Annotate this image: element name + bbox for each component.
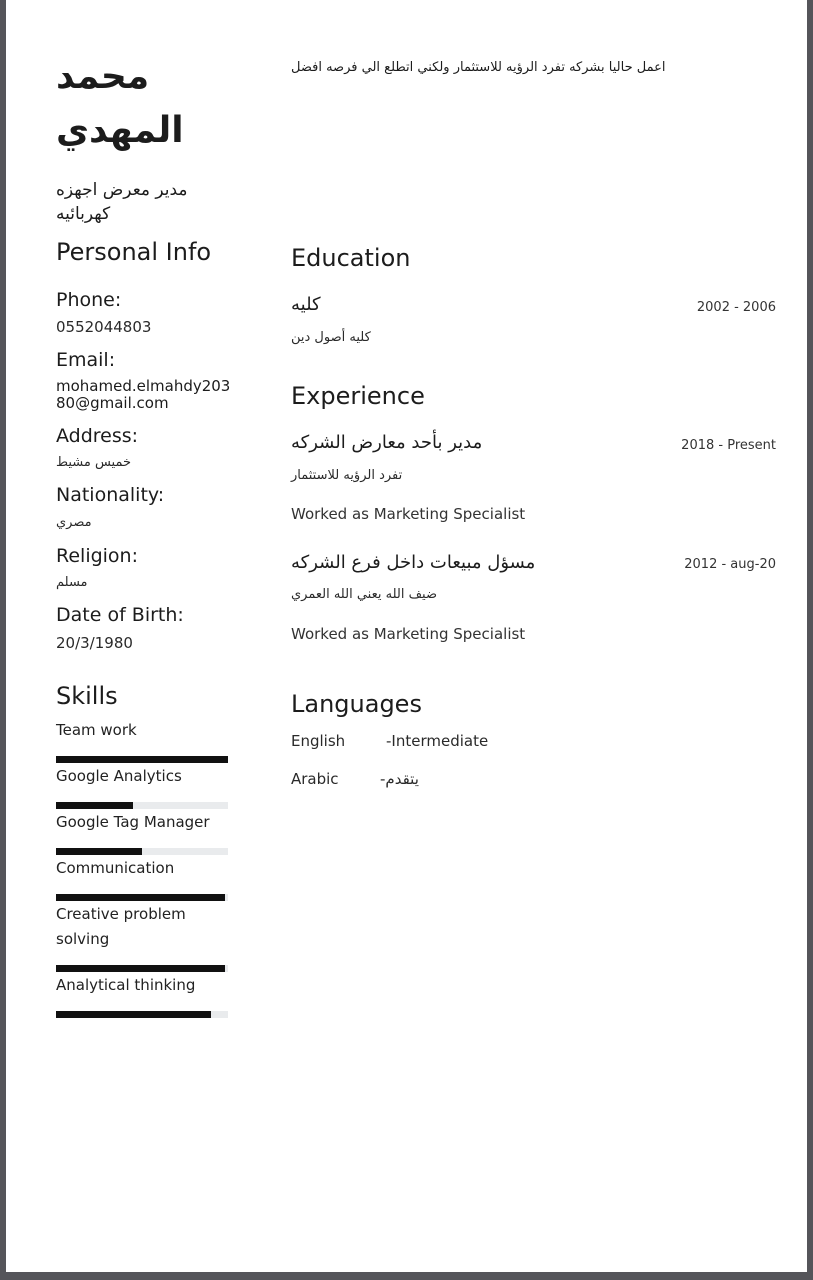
experience-date: 2018 - Present xyxy=(681,438,776,453)
name-first: محمد xyxy=(56,56,150,97)
address-value: خميس مشيط xyxy=(56,455,132,470)
skill-bar-track xyxy=(56,802,228,809)
address-label: Address: xyxy=(56,425,139,447)
experience-title: مسؤل مبيعات داخل فرع الشركه xyxy=(291,552,536,573)
religion-label: Religion: xyxy=(56,545,139,567)
skill-name: Communication xyxy=(56,859,175,877)
skill-bar-track xyxy=(56,1011,228,1018)
language-level: يتقدم- xyxy=(380,770,419,788)
education-date: 2002 - 2006 xyxy=(696,300,776,315)
email-value: mohamed.elmahdy20380@gmail.com xyxy=(56,377,231,412)
dob-label: Date of Birth: xyxy=(56,604,184,626)
language-level: -Intermediate xyxy=(386,732,489,750)
language-name: English xyxy=(291,732,346,750)
nationality-value: مصري xyxy=(56,515,92,530)
personal-info-heading: Personal Info xyxy=(56,238,212,266)
email-label: Email: xyxy=(56,349,116,371)
skill-name: Google Tag Manager xyxy=(56,813,210,831)
skill-bar-fill xyxy=(56,894,225,901)
experience-date: 2012 - aug-20 xyxy=(684,557,776,572)
resume-page xyxy=(6,0,807,1272)
skill-name: Creative problem solving xyxy=(56,905,186,948)
skill-bar-track xyxy=(56,894,228,901)
skills-heading: Skills xyxy=(56,682,118,710)
education-subtitle: كليه أصول دين xyxy=(291,330,371,345)
skill-name: Team work xyxy=(56,721,137,739)
experience-title: مدير بأحد معارض الشركه xyxy=(291,432,483,453)
skill-bar-fill xyxy=(56,756,228,763)
education-heading: Education xyxy=(291,244,411,272)
experience-description: Worked as Marketing Specialist xyxy=(291,505,526,523)
languages-heading: Languages xyxy=(291,690,422,718)
skill-bar-fill xyxy=(56,802,133,809)
dob-value: 20/3/1980 xyxy=(56,634,133,652)
skill-bar-fill xyxy=(56,965,225,972)
skill-bar-track xyxy=(56,965,228,972)
skill-name: Analytical thinking xyxy=(56,976,196,994)
skill-bar-fill xyxy=(56,1011,211,1018)
experience-company: تفرد الرؤيه للاستثمار xyxy=(291,468,403,483)
experience-heading: Experience xyxy=(291,382,425,410)
religion-value: مسلم xyxy=(56,575,88,590)
phone-value: 0552044803 xyxy=(56,318,152,336)
experience-description: Worked as Marketing Specialist xyxy=(291,625,526,643)
skill-bar-fill xyxy=(56,848,142,855)
experience-company: ضيف الله يعني الله العمري xyxy=(291,587,437,602)
nationality-label: Nationality: xyxy=(56,484,165,506)
name-last: المهدي xyxy=(56,110,184,151)
skill-bar-track xyxy=(56,756,228,763)
summary: اعمل حاليا بشركه تفرد الرؤيه للاستثمار ولكني اتطلع الي فرصه افضل xyxy=(291,60,666,75)
phone-label: Phone: xyxy=(56,289,122,311)
education-title: كليه xyxy=(291,294,321,315)
skill-bar-track xyxy=(56,848,228,855)
job-title: مدير معرض اجهزه كهربائيه xyxy=(56,180,188,224)
skill-name: Google Analytics xyxy=(56,767,182,785)
language-name: Arabic xyxy=(291,770,339,788)
